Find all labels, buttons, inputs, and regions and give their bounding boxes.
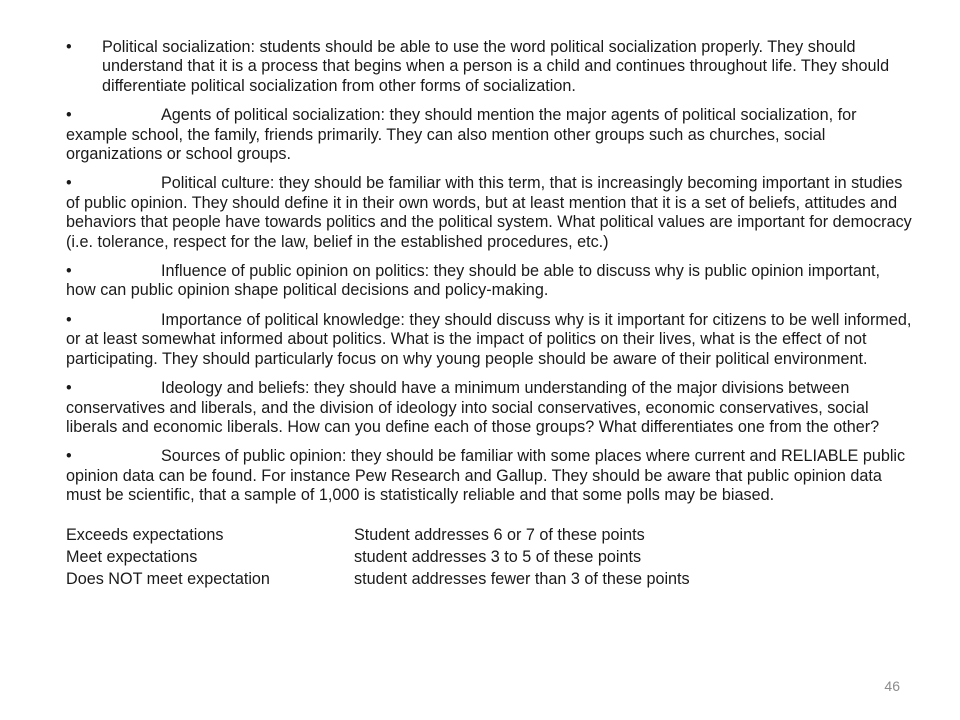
rubric-label: Exceeds expectations bbox=[66, 525, 224, 544]
rubric-description: student addresses 3 to 5 of these points bbox=[354, 547, 642, 566]
bullet-icon: • bbox=[66, 174, 72, 193]
bullet-text: Sources of public opinion: they should be familiar with some places where current and RELIABLE public opinion data can be found. For instance Pew Research and Gallup. They should be aware that public opinion data must be scientific, that a sample of 1,000 is statistically reliable and that some polls may be biased. bbox=[66, 447, 906, 505]
bullet-item-sources bbox=[66, 447, 914, 505]
bullet-icon: • bbox=[66, 379, 72, 398]
bullet-icon: • bbox=[66, 310, 72, 329]
slide-content bbox=[66, 38, 914, 590]
bullet-text: Influence of public opinion on politics: they should be able to discuss why is public opinion important, how can public opinion shape political decisions and policy-making. bbox=[66, 262, 880, 300]
bullet-item-ideology bbox=[66, 379, 914, 437]
bullet-text: Ideology and beliefs: they should have a minimum understanding of the major divisions between conservatives and liberals, and the division of ideology into social conservatives, economic conservatives, social liberals and economic liberals. How can you define each of those groups? What differentiates one from the other? bbox=[66, 379, 880, 436]
rubric-row bbox=[66, 524, 914, 546]
rubric-label: Meet expectations bbox=[66, 547, 198, 566]
bullet-text: Agents of political socialization: they should mention the major agents of political socialization, for example school, the family, friends primarily. They can also mention other groups such as churches, social organizations or school groups. bbox=[66, 106, 857, 164]
bullet-icon: • bbox=[66, 262, 72, 281]
rubric-description: Student addresses 6 or 7 of these points bbox=[354, 525, 645, 544]
rubric-label: Does NOT meet expectation bbox=[66, 569, 270, 588]
bullet-icon: • bbox=[66, 447, 72, 466]
rubric-table bbox=[66, 524, 914, 590]
bullet-icon: • bbox=[66, 38, 72, 56]
page-number: 46 bbox=[884, 678, 900, 694]
rubric-row bbox=[66, 546, 914, 568]
bullet-item-political-culture bbox=[66, 174, 914, 252]
bullet-item-knowledge bbox=[66, 311, 914, 369]
bullet-icon: • bbox=[66, 106, 72, 125]
rubric-row bbox=[66, 568, 914, 590]
bullet-item-agents bbox=[66, 106, 914, 164]
bullet-item-influence bbox=[66, 262, 914, 301]
bullet-text: Political culture: they should be familiar with this term, that is increasingly becoming important in studies of public opinion. They should define it in their own words, but at least mention that it is a set of beliefs, attitudes and behaviors that people have towards politics and the political system. What political values are important for democracy (i.e. tolerance, respect for the law, belief in the established procedures, etc.) bbox=[66, 174, 912, 251]
bullet-item-political-socialization bbox=[66, 38, 914, 96]
bullet-text: Political socialization: students should be able to use the word political socialization properly. They should understand that it is a process that begins when a person is a child and continues throughout life. They should differentiate political socialization from other forms of socialization. bbox=[102, 38, 890, 95]
bullet-text: Importance of political knowledge: they should discuss why is it important for citizens to be well informed, or at least somewhat informed about politics. What is the impact of politics on their lives, what is the effect of not participating. They should particularly focus on why young people should be aware of their political environment. bbox=[66, 310, 912, 368]
rubric-description: student addresses fewer than 3 of these points bbox=[354, 569, 690, 588]
